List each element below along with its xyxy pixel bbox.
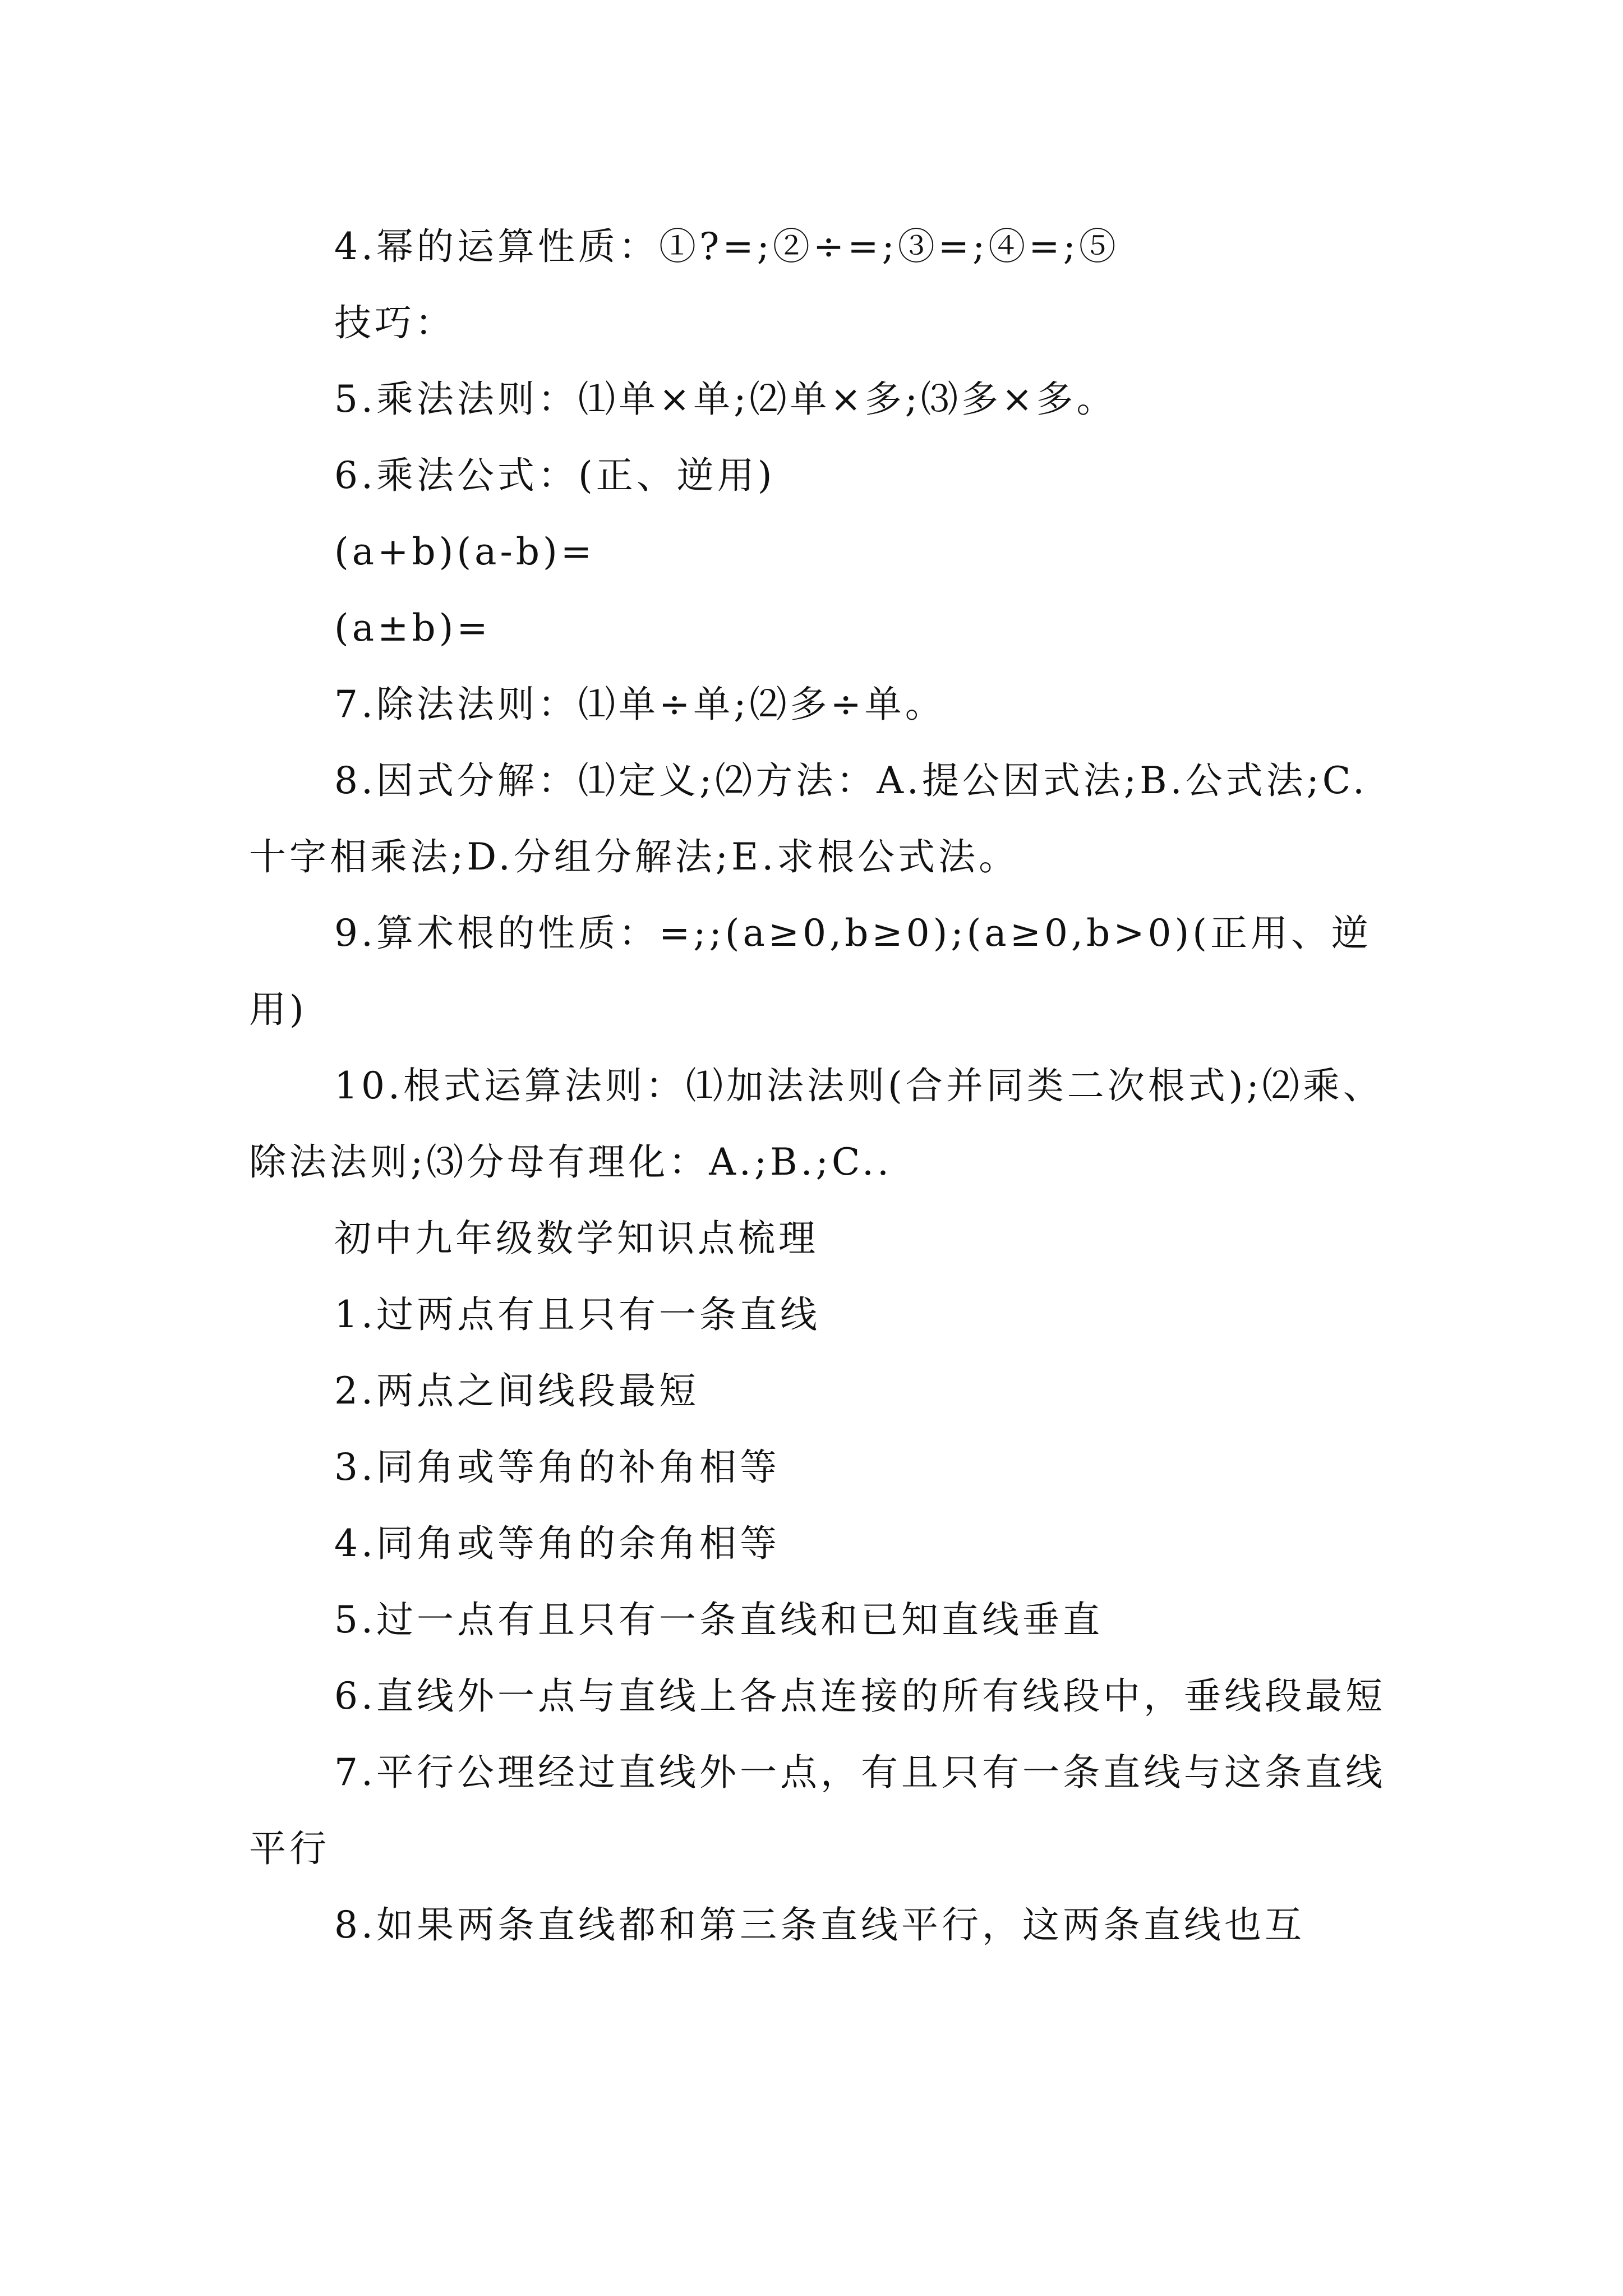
paragraph-power-rules: 4.幂的运算性质：①?=;②÷=;③=;④=;⑤ xyxy=(334,225,1119,268)
document-body xyxy=(249,209,1387,1963)
list-item-theorem-1: 1.过两点有且只有一条直线 xyxy=(334,1293,820,1336)
list-item-theorem-7: 7.平行公理经过直线外一点，有且只有一条直线与这条直线平行 xyxy=(249,1751,1386,1870)
paragraph-tips: 技巧： xyxy=(334,301,455,344)
list-item-theorem-8: 8.如果两条直线都和第三条直线平行，这两条直线也互 xyxy=(334,1903,1305,1947)
list-item-theorem-6: 6.直线外一点与直线上各点连接的所有线段中，垂线段最短 xyxy=(334,1674,1386,1718)
formula-difference-of-squares: (a+b)(a-b)= xyxy=(334,530,596,573)
paragraph-multiplication-rules: 5.乘法法则：⑴单×单;⑵单×多;⑶多×多。 xyxy=(334,378,1117,421)
list-item-theorem-2: 2.两点之间线段最短 xyxy=(334,1369,699,1412)
paragraph-factorization: 8.因式分解：⑴定义;⑵方法：A.提公因式法;B.公式法;C.十字相乘法;D.分组分解法;E.求根公式法。 xyxy=(249,759,1368,878)
list-item-theorem-5: 5.过一点有且只有一条直线和已知直线垂直 xyxy=(334,1598,1103,1641)
formula-perfect-square: (a±b)= xyxy=(334,606,491,650)
paragraph-root-properties: 9.算术根的性质：=;;(a≥0,b≥0);(a≥0,b>0)(正用、逆用) xyxy=(249,912,1372,1031)
paragraph-division-rules: 7.除法法则：⑴单÷单;⑵多÷单。 xyxy=(334,683,946,726)
list-item-theorem-4: 4.同角或等角的余角相等 xyxy=(334,1522,780,1565)
paragraph-multiplication-formulas: 6.乘法公式：(正、逆用) xyxy=(334,454,776,497)
paragraph-radical-rules: 10.根式运算法则：⑴加法法则(合并同类二次根式);⑵乘、除法法则;⑶分母有理化：A.;B.;C.. xyxy=(249,1064,1384,1184)
section-heading-grade9-math: 初中九年级数学知识点梳理 xyxy=(334,1217,819,1260)
list-item-theorem-3: 3.同角或等角的补角相等 xyxy=(334,1446,780,1489)
